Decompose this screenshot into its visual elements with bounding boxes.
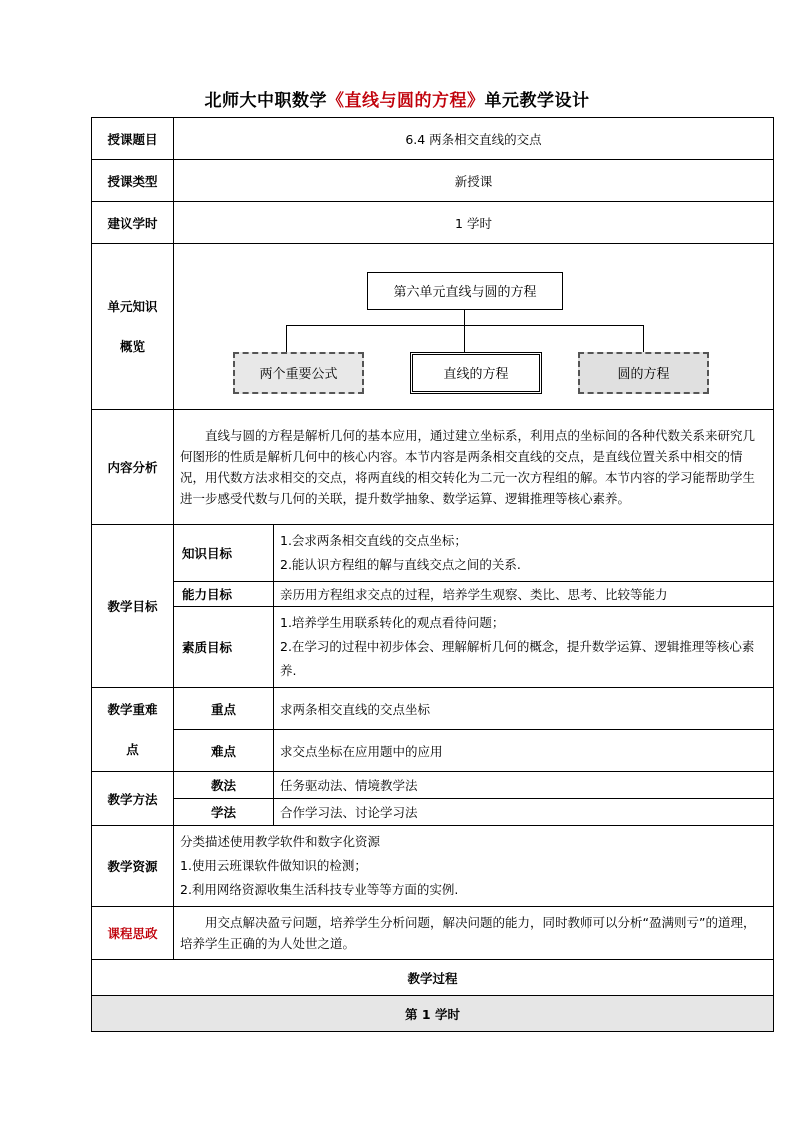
ideology-label: 课程思政 [92, 907, 174, 960]
teach-method-label: 教法 [174, 772, 274, 799]
knowledge-goal-label: 知识目标 [174, 525, 274, 582]
row-goals-ability [92, 582, 774, 607]
period-heading: 第 1 学时 [92, 996, 774, 1032]
topic-label: 授课题目 [92, 118, 174, 160]
ability-goal-text: 亲历用方程组求交点的过程，培养学生观察、类比、思考、比较等能力 [274, 582, 774, 607]
row-process [92, 960, 774, 996]
diagram-root-node: 第六单元直线与圆的方程 [367, 272, 563, 310]
analysis-text: 直线与圆的方程是解析几何的基本应用，通过建立坐标系，利用点的坐标间的各种代数关系来研究几何图形的性质是解析几何中的核心内容。本节内容是两条相交直线的交点，是直线位置关系中相交的情况，用代数方法求相交的交点，将两直线的相交转化为二元一次方程组的解。本节内容的学习能帮助学生进一步感受代数与几何的关联，提升数学抽象、数学运算、逻辑推理等核心素养。 [174, 410, 774, 525]
row-hours [92, 202, 774, 244]
row-period [92, 996, 774, 1032]
diagram-connector [643, 325, 644, 352]
keypoints-label-line1: 教学重难 [107, 701, 158, 717]
goals-label: 教学目标 [92, 525, 174, 688]
overview-label [92, 244, 174, 410]
quality-goal-item: 2.在学习的过程中初步体会、理解解析几何的概念，提升数学运算、逻辑推理等核心素养. [280, 639, 755, 678]
row-overview [92, 244, 774, 410]
teach-method-text: 任务驱动法、情境教学法 [274, 772, 774, 799]
ability-goal-label: 能力目标 [174, 582, 274, 607]
diagram-connector [464, 325, 465, 352]
lesson-plan-table [91, 117, 774, 1032]
keypoints-label-line2: 点 [126, 741, 139, 757]
overview-label-line2: 概览 [119, 338, 145, 354]
knowledge-goal-item: 2.能认识方程组的解与直线交点之间的关系. [280, 557, 521, 572]
type-label: 授课类型 [92, 160, 174, 202]
topic-value: 6.4 两条相交直线的交点 [174, 118, 774, 160]
quality-goal-content [274, 607, 774, 688]
methods-label: 教学方法 [92, 772, 174, 826]
row-method-learn [92, 799, 774, 826]
overview-label-line1: 单元知识 [107, 298, 158, 314]
learn-method-text: 合作学习法、讨论学习法 [274, 799, 774, 826]
hours-label: 建议学时 [92, 202, 174, 244]
title-highlight: 《直线与圆的方程》 [327, 91, 485, 111]
resources-content [174, 826, 774, 907]
diagram-connector [464, 309, 465, 325]
quality-goal-label: 素质目标 [174, 607, 274, 688]
ideology-text: 用交点解决盈亏问题，培养学生分析问题，解决问题的能力，同时教师可以分析“盈满则亏”的道理，培养学生正确的为人处世之道。 [174, 907, 774, 960]
process-heading: 教学过程 [92, 960, 774, 996]
diagram-node-circle-equation: 圆的方程 [578, 352, 709, 394]
overview-diagram-cell [174, 244, 774, 410]
row-method-teach [92, 772, 774, 799]
knowledge-goal-content [274, 525, 774, 582]
row-difficulty [92, 730, 774, 772]
row-goals-quality [92, 607, 774, 688]
type-value: 新授课 [174, 160, 774, 202]
resources-line: 1.使用云班课软件做知识的检测； [180, 858, 367, 873]
document-title [0, 86, 794, 111]
keypoints-label [92, 688, 174, 772]
row-resources [92, 826, 774, 907]
difficult-point-label: 难点 [174, 730, 274, 772]
resources-line: 分类描述使用教学软件和数字化资源 [180, 834, 381, 849]
analysis-label: 内容分析 [92, 410, 174, 525]
row-analysis [92, 410, 774, 525]
difficult-point-text: 求交点坐标在应用题中的应用 [274, 730, 774, 772]
diagram-node-formulas: 两个重要公式 [233, 352, 364, 394]
title-prefix: 北师大中职数学 [204, 91, 327, 111]
diagram-node-line-equation: 直线的方程 [410, 352, 542, 394]
learn-method-label: 学法 [174, 799, 274, 826]
key-point-text: 求两条相交直线的交点坐标 [274, 688, 774, 730]
knowledge-goal-item: 1.会求两条相交直线的交点坐标； [280, 533, 467, 548]
title-suffix: 单元教学设计 [484, 91, 590, 111]
resources-label: 教学资源 [92, 826, 174, 907]
resources-line: 2.利用网络资源收集生活科技专业等等方面的实例. [180, 882, 459, 897]
key-point-label: 重点 [174, 688, 274, 730]
row-topic [92, 118, 774, 160]
hours-value: 1 学时 [174, 202, 774, 244]
quality-goal-item: 1.培养学生用联系转化的观点看待问题； [280, 615, 505, 630]
diagram-connector [286, 325, 287, 352]
row-goals-knowledge [92, 525, 774, 582]
row-keypoint [92, 688, 774, 730]
unit-structure-diagram [174, 245, 773, 409]
row-ideology [92, 907, 774, 960]
row-type [92, 160, 774, 202]
